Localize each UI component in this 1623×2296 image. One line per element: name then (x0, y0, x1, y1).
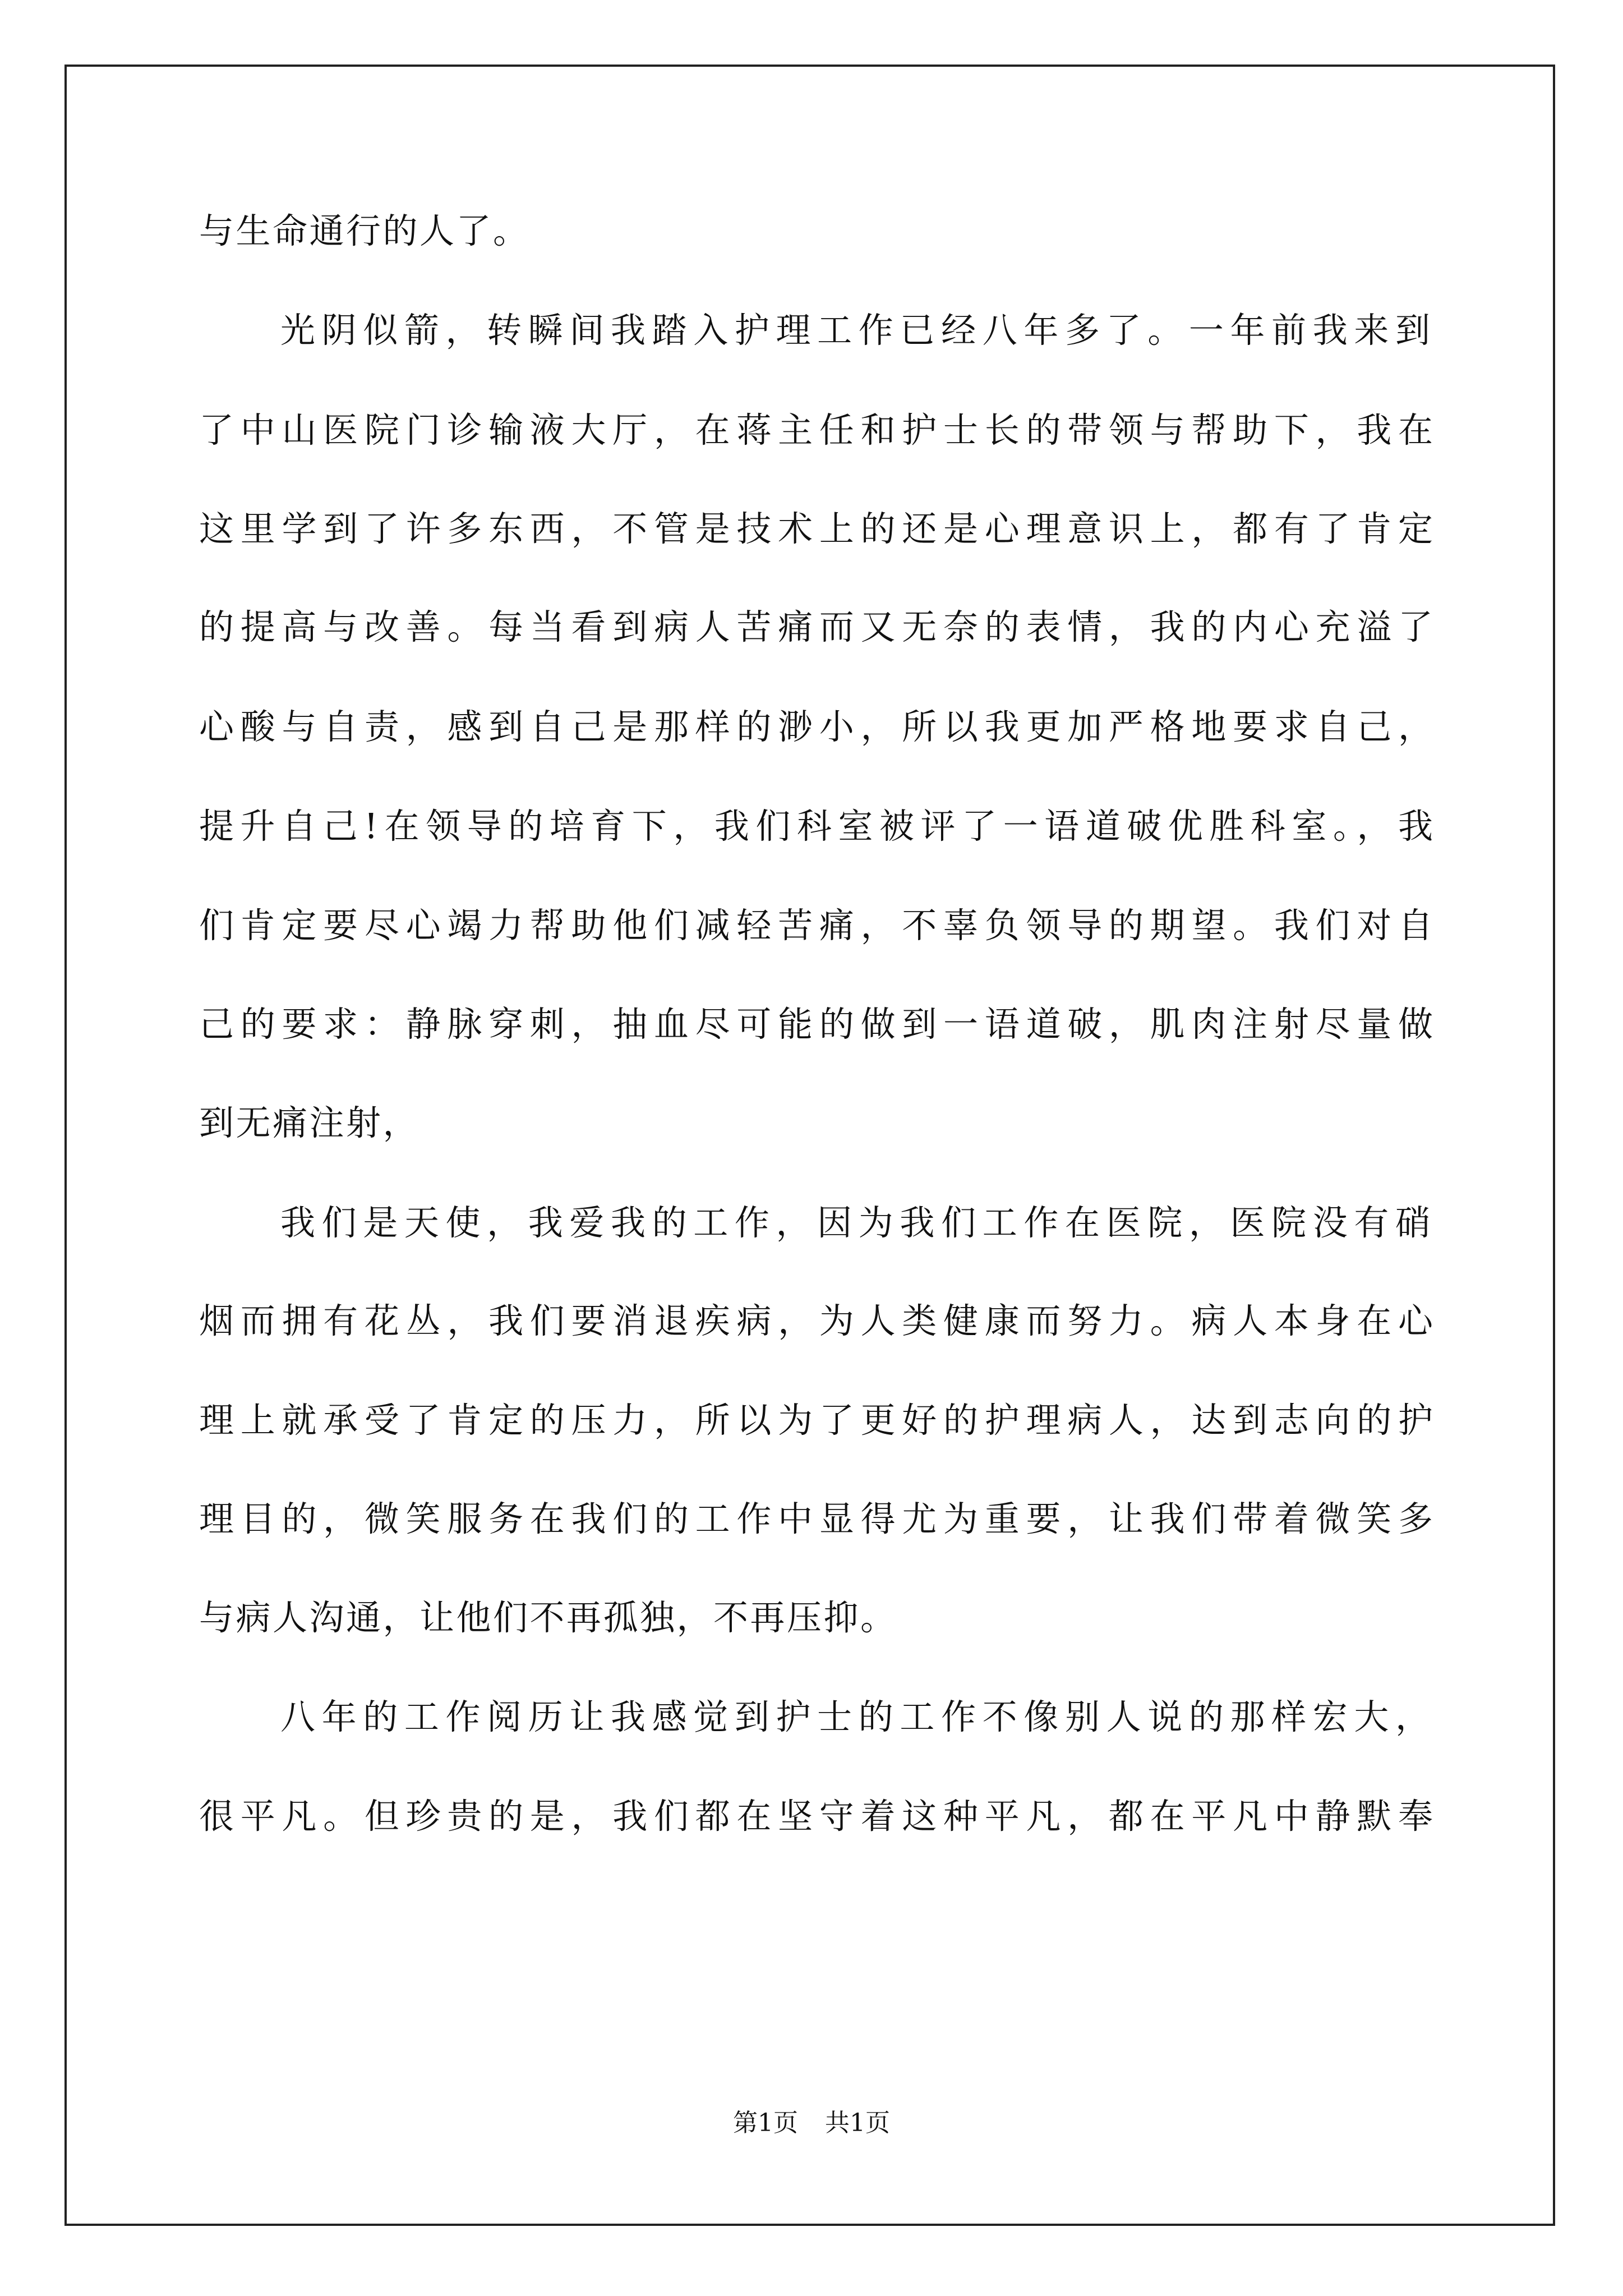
page-number: 第1页 (733, 2109, 798, 2137)
text-line: 烟而拥有花丛，我们要消退疾病，为人类健康而努力。病人本身在心 (199, 1300, 1433, 1341)
text-line: 的提高与改善。每当看到病人苦痛而又无奈的表情，我的内心充溢了 (199, 606, 1433, 647)
page-total: 共1页 (825, 2109, 890, 2137)
text-line: 己的要求：静脉穿刺，抽血尽可能的做到一语道破，肌肉注射尽量做 (199, 1004, 1433, 1045)
text-line: 了中山医院门诊输液大厅，在蒋主任和护士长的带领与帮助下，我在 (199, 409, 1433, 450)
paragraph-first-line: 光阴似箭，转瞬间我踏入护理工作已经八年多了。一年前我来到 (280, 310, 1430, 351)
paragraph-first-line: 八年的工作阅历让我感觉到护士的工作不像别人说的那样宏大， (280, 1696, 1430, 1737)
text-line: 心酸与自责，感到自己是那样的渺小，所以我更加严格地要求自己， (199, 706, 1433, 747)
text-line: 们肯定要尽心竭力帮助他们减轻苦痛，不辜负领导的期望。我们对自 (199, 905, 1433, 946)
paragraph-first-line: 我们是天使，我爱我的工作，因为我们工作在医院，医院没有硝 (280, 1202, 1430, 1243)
text-line: 很平凡。但珍贵的是，我们都在坚守着这种平凡，都在平凡中静默奉 (199, 1796, 1433, 1837)
page-footer (0, 2106, 1623, 2140)
text-line: 理目的，微笑服务在我们的工作中显得尤为重要，让我们带着微笑多 (199, 1498, 1433, 1539)
text-line: 与生命通行的人了。 (199, 210, 530, 251)
text-line: 提升自己!在领导的培育下，我们科室被评了一语道破优胜科室。，我 (199, 806, 1433, 846)
text-line: 与病人沟通，让他们不再孤独，不再压抑。 (199, 1597, 897, 1638)
text-line: 理上就承受了肯定的压力，所以为了更好的护理病人，达到志向的护 (199, 1400, 1433, 1441)
text-line: 这里学到了许多东西，不管是技术上的还是心理意识上，都有了肯定 (199, 508, 1433, 549)
text-line: 到无痛注射， (199, 1102, 420, 1143)
